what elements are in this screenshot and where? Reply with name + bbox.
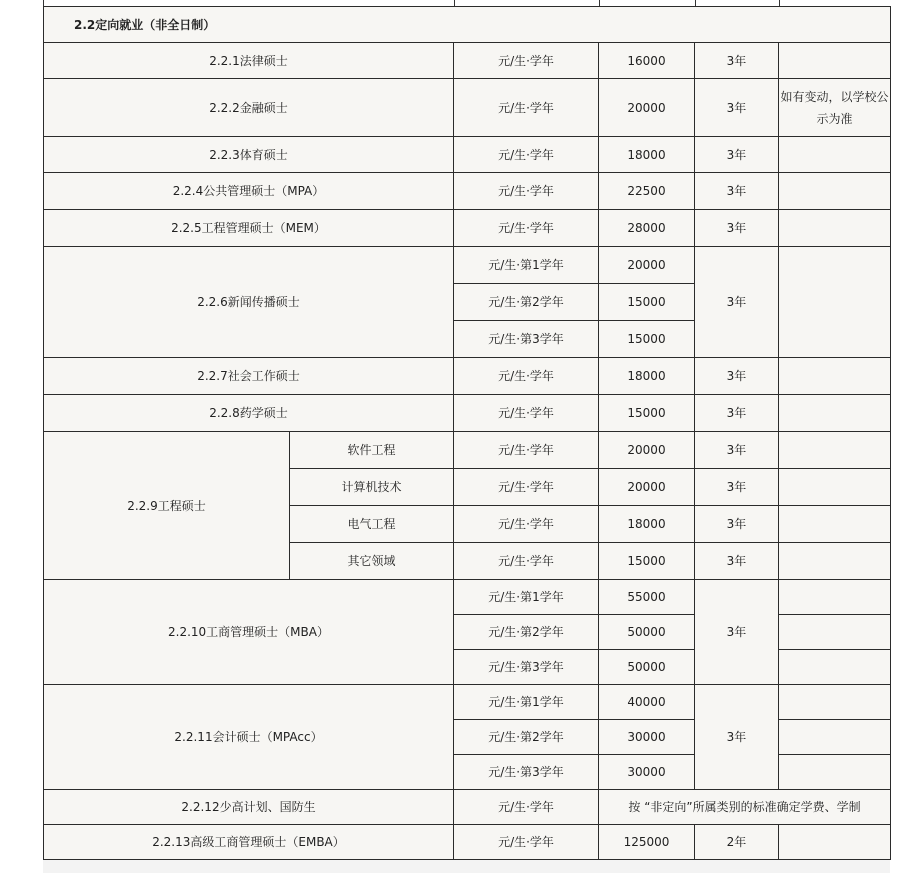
fee-amount: 125000 <box>599 825 695 860</box>
remark-cell <box>779 210 891 247</box>
duration: 3年 <box>695 173 779 210</box>
fee-amount: 28000 <box>599 210 695 247</box>
fee-amount: 20000 <box>599 432 695 469</box>
fee-rule-text: 按 “非定向”所属类别的标准确定学费、学制 <box>599 790 891 825</box>
table-row <box>44 137 891 173</box>
table-row <box>44 358 891 395</box>
table-row <box>44 825 891 860</box>
fee-unit: 元/生·学年 <box>454 395 599 432</box>
duration: 3年 <box>695 137 779 173</box>
fee-amount: 15000 <box>599 284 695 321</box>
program-name: 2.2.1法律硕士 <box>44 43 454 79</box>
fee-unit: 元/生·学年 <box>454 173 599 210</box>
fee-amount: 30000 <box>599 755 695 790</box>
fee-unit: 元/生·第3学年 <box>454 755 599 790</box>
fee-amount: 15000 <box>599 395 695 432</box>
remark-cell <box>779 825 891 860</box>
fee-amount: 20000 <box>599 79 695 137</box>
duration: 3年 <box>695 395 779 432</box>
fee-unit: 元/生·学年 <box>454 469 599 506</box>
fee-amount: 55000 <box>599 580 695 615</box>
duration: 3年 <box>695 210 779 247</box>
tuition-fee-table <box>43 6 891 860</box>
remark-cell <box>779 720 891 755</box>
duration: 3年 <box>695 358 779 395</box>
table-row <box>44 685 891 720</box>
fee-unit: 元/生·第1学年 <box>454 247 599 284</box>
field-name: 其它领域 <box>290 543 454 580</box>
remark-note: 如有变动，以学校公示为准 <box>779 79 891 137</box>
program-name: 2.2.12少高计划、国防生 <box>44 790 454 825</box>
table-row <box>44 790 891 825</box>
remark-cell <box>779 358 891 395</box>
program-name: 2.2.5工程管理硕士（MEM） <box>44 210 454 247</box>
program-name: 2.2.9工程硕士 <box>44 432 290 580</box>
field-name: 计算机技术 <box>290 469 454 506</box>
remark-cell <box>779 137 891 173</box>
fee-unit: 元/生·第1学年 <box>454 685 599 720</box>
fee-unit: 元/生·学年 <box>454 432 599 469</box>
table-row <box>44 395 891 432</box>
fee-amount: 50000 <box>599 650 695 685</box>
duration: 3年 <box>695 506 779 543</box>
remark-cell <box>779 432 891 469</box>
remark-cell <box>779 615 891 650</box>
fee-unit: 元/生·学年 <box>454 506 599 543</box>
program-name: 2.2.4公共管理硕士（MPA） <box>44 173 454 210</box>
fee-amount: 15000 <box>599 321 695 358</box>
table-row <box>44 173 891 210</box>
fee-unit: 元/生·第3学年 <box>454 321 599 358</box>
duration: 3年 <box>695 79 779 137</box>
remark-cell <box>779 685 891 720</box>
field-name: 电气工程 <box>290 506 454 543</box>
section-header-row <box>44 7 891 43</box>
program-name: 2.2.6新闻传播硕士 <box>44 247 454 358</box>
fee-unit: 元/生·学年 <box>454 43 599 79</box>
field-name: 软件工程 <box>290 432 454 469</box>
program-name: 2.2.3体育硕士 <box>44 137 454 173</box>
fee-unit: 元/生·第2学年 <box>454 615 599 650</box>
fee-amount: 50000 <box>599 615 695 650</box>
fee-amount: 20000 <box>599 469 695 506</box>
remark-cell <box>779 395 891 432</box>
table-row <box>44 580 891 615</box>
duration: 3年 <box>695 43 779 79</box>
remark-cell <box>779 755 891 790</box>
duration: 3年 <box>695 432 779 469</box>
program-name: 2.2.8药学硕士 <box>44 395 454 432</box>
fee-amount: 40000 <box>599 685 695 720</box>
duration: 3年 <box>695 685 779 790</box>
fee-unit: 元/生·学年 <box>454 210 599 247</box>
fee-unit: 元/生·学年 <box>454 790 599 825</box>
remark-cell <box>779 580 891 615</box>
remark-cell <box>779 543 891 580</box>
fee-unit: 元/生·学年 <box>454 825 599 860</box>
section-title: 2.2定向就业（非全日制） <box>44 7 891 43</box>
fee-unit: 元/生·第1学年 <box>454 580 599 615</box>
fee-amount: 16000 <box>599 43 695 79</box>
duration: 3年 <box>695 469 779 506</box>
fee-unit: 元/生·学年 <box>454 358 599 395</box>
fee-unit: 元/生·第2学年 <box>454 720 599 755</box>
table-row <box>44 210 891 247</box>
duration: 3年 <box>695 580 779 685</box>
fee-unit: 元/生·学年 <box>454 79 599 137</box>
duration: 3年 <box>695 247 779 358</box>
remark-cell <box>779 43 891 79</box>
program-name: 2.2.2金融硕士 <box>44 79 454 137</box>
duration: 2年 <box>695 825 779 860</box>
fee-unit: 元/生·第3学年 <box>454 650 599 685</box>
fee-unit: 元/生·第2学年 <box>454 284 599 321</box>
fee-amount: 30000 <box>599 720 695 755</box>
fee-amount: 18000 <box>599 358 695 395</box>
fee-amount: 15000 <box>599 543 695 580</box>
remark-cell <box>779 247 891 358</box>
table-row <box>44 43 891 79</box>
fee-amount: 18000 <box>599 506 695 543</box>
table-row <box>44 79 891 137</box>
program-name: 2.2.10工商管理硕士（MBA） <box>44 580 454 685</box>
remark-cell <box>779 506 891 543</box>
fee-unit: 元/生·学年 <box>454 137 599 173</box>
fee-amount: 20000 <box>599 247 695 284</box>
program-name: 2.2.7社会工作硕士 <box>44 358 454 395</box>
table-row <box>44 432 891 469</box>
remark-cell <box>779 650 891 685</box>
remark-cell <box>779 469 891 506</box>
table-row <box>44 247 891 284</box>
fee-amount: 18000 <box>599 137 695 173</box>
program-name: 2.2.13高级工商管理硕士（EMBA） <box>44 825 454 860</box>
program-name: 2.2.11会计硕士（MPAcc） <box>44 685 454 790</box>
remark-cell <box>779 173 891 210</box>
duration: 3年 <box>695 543 779 580</box>
fee-unit: 元/生·学年 <box>454 543 599 580</box>
page-bottom-area <box>43 860 890 873</box>
fee-amount: 22500 <box>599 173 695 210</box>
